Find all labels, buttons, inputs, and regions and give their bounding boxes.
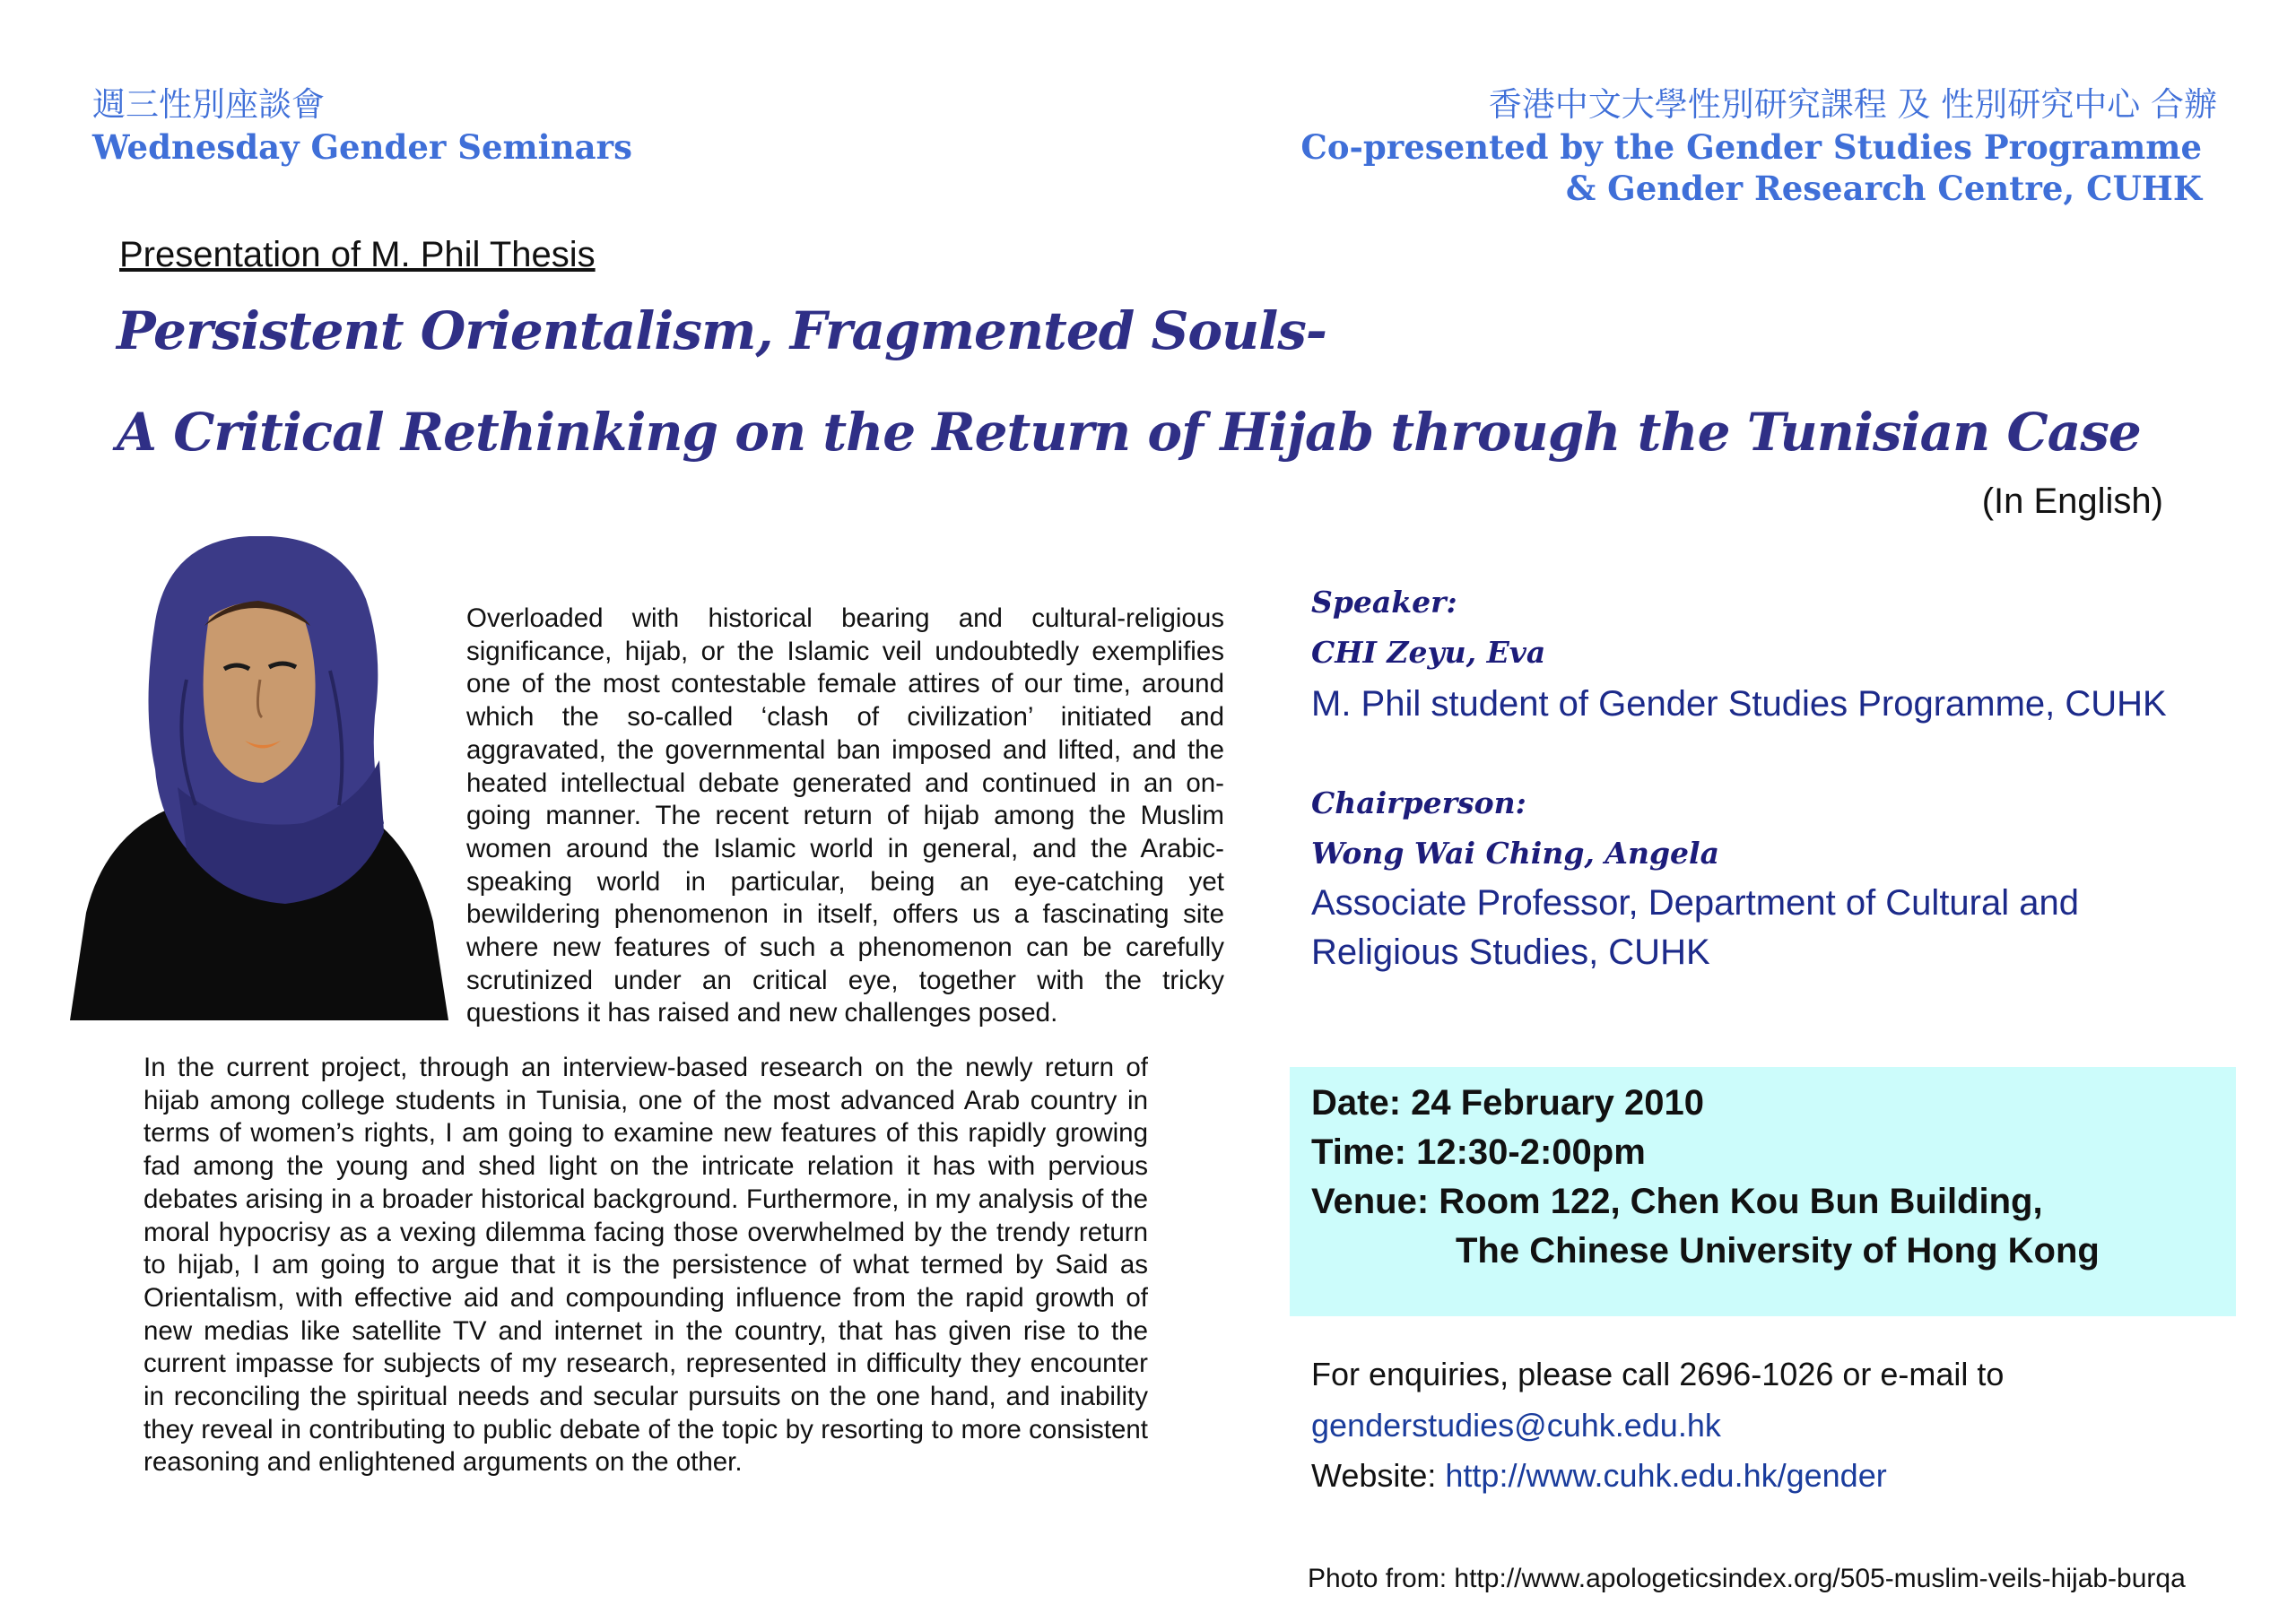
website-link[interactable]: http://www.cuhk.edu.hk/gender xyxy=(1445,1457,1887,1494)
thesis-label: Presentation of M. Phil Thesis xyxy=(119,235,596,274)
event-venue-line1: Venue: Room 122, Chen Kou Bun Building, xyxy=(1311,1182,2043,1221)
header-left-english: Wednesday Gender Seminars xyxy=(92,127,632,167)
header-right-english-line2: & Gender Research Centre, CUHK xyxy=(1565,169,2202,208)
chairperson-role-line1: Associate Professor, Department of Cultural and xyxy=(1311,883,2079,923)
header-right-english-line1: Co-presented by the Gender Studies Programme xyxy=(1300,127,2202,167)
email-link[interactable]: genderstudies@cuhk.edu.hk xyxy=(1311,1407,1721,1444)
hijab-woman-illustration xyxy=(70,536,448,1020)
thesis-title-line2: A Critical Rethinking on the Return of Hijab through the Tunisian Case xyxy=(117,402,2141,463)
chairperson-name: Wong Wai Ching, Angela xyxy=(1311,836,1719,871)
header-right-chinese: 香港中文大學性別研究課程 及 性別研究中心 合辦 xyxy=(1488,85,2217,124)
website-line xyxy=(1311,1451,1887,1500)
chairperson-label: Chairperson: xyxy=(1311,785,1526,820)
chairperson-role-line2: Religious Studies, CUHK xyxy=(1311,932,1710,972)
speaker-name: CHI Zeyu, Eva xyxy=(1311,635,1546,670)
event-date: Date: 24 February 2010 xyxy=(1311,1083,1705,1123)
website-label: Website: xyxy=(1311,1457,1446,1494)
thesis-title-line1: Persistent Orientalism, Fragmented Souls- xyxy=(117,300,1326,361)
header-left-chinese: 週三性別座談會 xyxy=(92,85,325,124)
language-note: (In English) xyxy=(1981,481,2163,521)
speaker-role: M. Phil student of Gender Studies Programme, CUHK xyxy=(1311,684,2167,724)
event-venue-line2: The Chinese University of Hong Kong xyxy=(1456,1231,2100,1271)
speaker-label: Speaker: xyxy=(1311,585,1457,620)
abstract-paragraph-1: Overloaded with historical bearing and cultural-religious significance, hijab, or the Islamic veil undoubtedly exemplifies one of the most contestable female attires of our time, around which the so-called ‘clash of civilization’ initiated and aggravated, the governmental ban imposed and lifted, and the heated intellectual debate generated and continued in an on-going manner. The recent return of hijab among the Muslim women around the Islamic world in general, and the Arabic-speaking world in particular, being an eye-catching yet bewildering phenomenon in itself, offers us a fascinating site where new features of such a phenomenon can be carefully scrutinized under an critical eye, together with the tricky questions it has raised and new challenges posed. xyxy=(466,603,1224,1028)
abstract-paragraph-2: In the current project, through an interview-based research on the newly return of hijab among college students in Tunisia, one of the most advanced Arab country in terms of women’s rights, I am going to examine new features of this rapidly growing fad among the young and shed light on the intricate relation it has with pervious debates arising in a broader historical background. Furthermore, in my analysis of the moral hypocrisy as a vexing dilemma facing those overwhelmed by the trendy return to hijab, I am going to argue that it is the persistence of what termed by Said as Orientalism, with effective aid and compounding influence from the rapid growth of new medias like satellite TV and internet in the country, that has given rise to the current impasse for subjects of my research, represented in difficulty they encounter in reconciling the spiritual needs and secular pursuits on the one hand, and inability they reveal in contributing to public debate of the topic by resorting to more consistent reasoning and enlightened arguments on the other. xyxy=(144,1053,1148,1478)
photo-credit: Photo from: http://www.apologeticsindex.org/505-muslim-veils-hijab-burqa xyxy=(1308,1564,2186,1593)
event-time: Time: 12:30-2:00pm xyxy=(1311,1132,1646,1172)
enquiry-text: For enquiries, please call 2696-1026 or e-mail to xyxy=(1311,1356,2005,1392)
